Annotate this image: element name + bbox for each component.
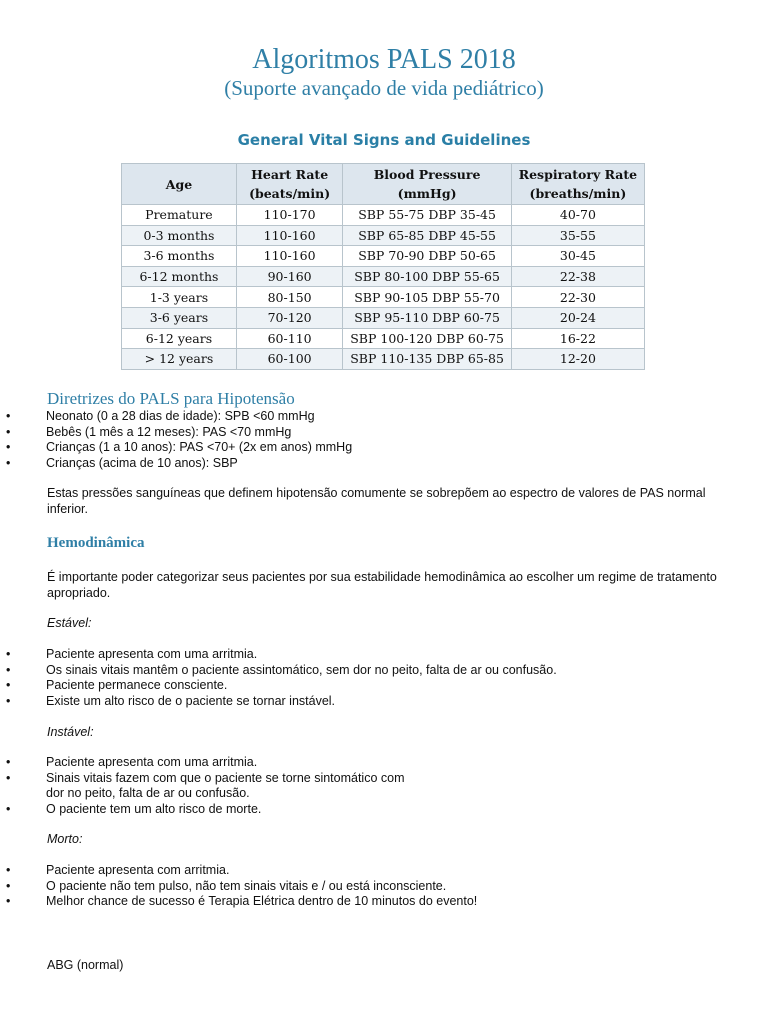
list-item: • Paciente apresenta com uma arritmia. <box>6 647 258 661</box>
bullet-icon: • <box>6 662 11 677</box>
column-header-blood-pressure: Blood Pressure (mmHg) <box>343 164 512 205</box>
table-cell: 16-22 <box>511 328 644 349</box>
list-item: • Os sinais vitais mantêm o paciente assintomático, sem dor no peito, falta de ar ou confusão. <box>6 662 557 677</box>
list-item: • Sinais vitais fazem com que o paciente se torne sintomático com dor no peito, falta de ar ou confusão. <box>6 770 405 800</box>
column-header-age: Age <box>122 164 237 205</box>
unstable-label: Instável: <box>47 725 94 739</box>
table-row <box>122 225 645 246</box>
hypotension-note: Estas pressões sanguíneas que definem hipotensão comumente se sobrepõem ao espectro de valores de PAS normal inferior. <box>47 486 706 516</box>
bullet-icon: • <box>6 863 11 877</box>
table-cell: 20-24 <box>511 307 644 328</box>
bullet-icon: • <box>6 894 11 908</box>
table-cell: 60-110 <box>236 328 342 349</box>
list-item: • Bebês (1 mês a 12 meses): PAS <70 mmHg <box>6 424 292 439</box>
list-item: • Melhor chance de sucesso é Terapia Elétrica dentro de 10 minutos do evento! <box>6 894 478 908</box>
hemodynamics-heading: Hemodinâmica <box>47 535 145 551</box>
list-item: • O paciente não tem pulso, não tem sinais vitais e / ou está inconsciente. <box>6 878 447 893</box>
table-cell: SBP 70-90 DBP 50-65 <box>343 246 512 267</box>
column-header-respiratory-rate: Respiratory Rate (breaths/min) <box>511 164 644 205</box>
bullet-icon: • <box>6 693 11 708</box>
table-cell: 22-38 <box>511 266 644 287</box>
table-cell: 35-55 <box>511 225 644 246</box>
bullet-icon: • <box>6 801 11 816</box>
table-cell: SBP 55-75 DBP 35-45 <box>343 205 512 226</box>
list-item: • Existe um alto risco de o paciente se tornar instável. <box>6 693 336 708</box>
table-cell: 60-100 <box>236 349 342 370</box>
table-cell: 110-160 <box>236 225 342 246</box>
table-cell: SBP 110-135 DBP 65-85 <box>343 349 512 370</box>
table-cell: 6-12 months <box>122 266 237 287</box>
table-row <box>122 349 645 370</box>
table-cell: 70-120 <box>236 307 342 328</box>
bullet-icon: • <box>6 878 11 893</box>
vital-signs-table <box>121 163 645 370</box>
bullet-icon: • <box>6 440 11 454</box>
bullet-icon: • <box>6 647 11 661</box>
table-cell: > 12 years <box>122 349 237 370</box>
bullet-icon: • <box>6 770 11 785</box>
hypotension-list <box>0 409 352 471</box>
abg-label: ABG (normal) <box>47 958 124 972</box>
bullet-icon: • <box>6 409 11 423</box>
table-cell: SBP 90-105 DBP 55-70 <box>343 287 512 308</box>
column-header-heart-rate: Heart Rate (beats/min) <box>236 164 342 205</box>
table-cell: 110-170 <box>236 205 342 226</box>
table-cell: 3-6 years <box>122 307 237 328</box>
table-cell: SBP 95-110 DBP 60-75 <box>343 307 512 328</box>
table-cell: SBP 65-85 DBP 45-55 <box>343 225 512 246</box>
dead-label: Morto: <box>47 832 83 846</box>
bullet-icon: • <box>6 424 11 439</box>
table-row <box>122 328 645 349</box>
stable-label: Estável: <box>47 616 92 630</box>
list-item: • Paciente apresenta com uma arritmia. <box>6 755 258 769</box>
list-item: • Neonato (0 a 28 dias de idade): SPB <60 mmHg <box>6 409 315 423</box>
table-row <box>122 246 645 267</box>
table-cell: 6-12 years <box>122 328 237 349</box>
table-cell: Premature <box>122 205 237 226</box>
page-subtitle: (Suporte avançado de vida pediátrico) <box>224 76 544 100</box>
table-cell: SBP 80-100 DBP 55-65 <box>343 266 512 287</box>
table-caption: General Vital Signs and Guidelines <box>237 131 531 149</box>
hypotension-heading: Diretrizes do PALS para Hipotensão <box>47 389 295 408</box>
table-cell: 1-3 years <box>122 287 237 308</box>
list-item: • Crianças (acima de 10 anos): SBP <box>6 455 238 470</box>
table-cell: SBP 100-120 DBP 60-75 <box>343 328 512 349</box>
table-row <box>122 287 645 308</box>
table-cell: 30-45 <box>511 246 644 267</box>
stable-list <box>0 647 557 709</box>
bullet-icon: • <box>6 455 11 470</box>
table-cell: 40-70 <box>511 205 644 226</box>
list-item: • Crianças (1 a 10 anos): PAS <70+ (2x em anos) mmHg <box>6 440 353 454</box>
page-title: Algoritmos PALS 2018 <box>252 44 516 75</box>
table-cell: 80-150 <box>236 287 342 308</box>
table-cell: 0-3 months <box>122 225 237 246</box>
table-cell: 22-30 <box>511 287 644 308</box>
table-row <box>122 307 645 328</box>
bullet-icon: • <box>6 678 11 692</box>
table-cell: 110-160 <box>236 246 342 267</box>
list-item: • Paciente permanece consciente. <box>6 678 228 692</box>
table-row <box>122 266 645 287</box>
unstable-list <box>0 755 405 817</box>
table-cell: 3-6 months <box>122 246 237 267</box>
table-header-row <box>122 164 645 205</box>
table-cell: 12-20 <box>511 349 644 370</box>
list-item: • Paciente apresenta com arritmia. <box>6 863 230 877</box>
table-row <box>122 205 645 226</box>
bullet-icon: • <box>6 755 11 769</box>
table-cell: 90-160 <box>236 266 342 287</box>
dead-list <box>0 863 477 910</box>
hemodynamics-intro: É importante poder categorizar seus pacientes por sua estabilidade hemodinâmica ao escolher um regime de tratamento apropriado. <box>47 570 717 600</box>
list-item: • O paciente tem um alto risco de morte. <box>6 801 262 816</box>
